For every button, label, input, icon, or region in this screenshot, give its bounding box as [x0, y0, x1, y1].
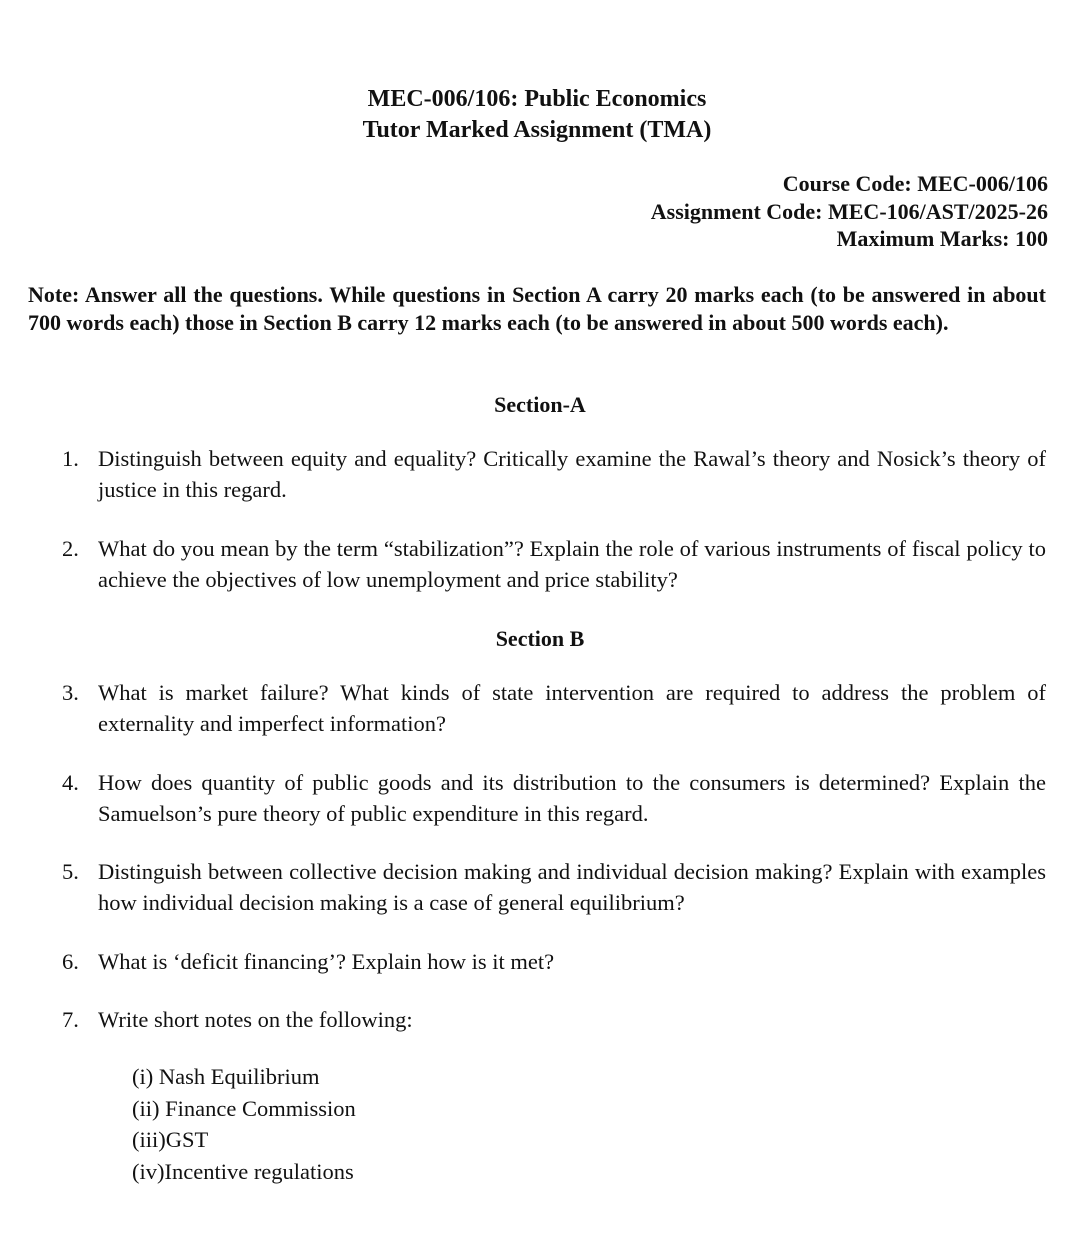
question-text: What is ‘deficit financing’? Explain how is it met? [98, 949, 555, 974]
question-text: How does quantity of public goods and its distribution to the consumers is determined? Explain the Samuelson’s pure theory of public expenditure in this regard. [98, 770, 1046, 826]
section-a-heading: Section-A [494, 392, 586, 417]
course-code: Course Code: MEC-006/106 [782, 171, 1048, 196]
question-item [62, 677, 1046, 739]
question-item [62, 946, 1046, 977]
section-b-heading: Section B [495, 626, 585, 651]
maximum-marks: Maximum Marks: 100 [836, 226, 1048, 251]
short-note-item: (iv)Incentive regulations [132, 1158, 354, 1184]
question-item [62, 767, 1046, 829]
question-text: Distinguish between collective decision making and individual decision making? Explain with examples how individual decision making is a case of general equilibrium? [98, 859, 1046, 915]
question-item [62, 443, 1046, 505]
short-note-item: (i) Nash Equilibrium [132, 1064, 320, 1089]
question-text: What is market failure? What kinds of state intervention are required to address the problem of externality and imperfect information? [98, 680, 1046, 736]
question-text: Write short notes on the following: [98, 1007, 413, 1032]
question-number: 4. [62, 770, 79, 795]
codes-block [651, 170, 1048, 253]
question-number: 3. [62, 680, 79, 705]
short-note-item: (iii)GST [132, 1127, 209, 1152]
document-title: MEC-006/106: Public Economics [367, 86, 707, 112]
question-text: What do you mean by the term “stabilization”? Explain the role of various instruments of fiscal policy to achieve the objectives of low unemployment and price stability? [98, 536, 1046, 592]
title-block [0, 84, 1080, 146]
document-subtitle: Tutor Marked Assignment (TMA) [362, 117, 712, 143]
question-text: Distinguish between equity and equality? Critically examine the Rawal’s theory and Nosick’s theory of justice in this regard. [98, 446, 1046, 502]
question-item [62, 533, 1046, 595]
question-item [62, 856, 1046, 918]
short-note-item: (ii) Finance Commission [132, 1095, 356, 1121]
instructions-note: Note: Answer all the questions. While questions in Section A carry 20 marks each (to be answered in about 700 words each) those in Section B carry 12 marks each (to be answered in about 500 words each). [28, 282, 1046, 335]
question-number: 5. [62, 859, 79, 884]
question-number: 1. [62, 446, 79, 471]
question-number: 6. [62, 949, 79, 974]
question-number: 2. [62, 536, 79, 561]
assignment-code: Assignment Code: MEC-106/AST/2025-26 [650, 198, 1048, 224]
question-item [62, 1004, 1046, 1035]
short-notes-list [132, 1061, 356, 1187]
question-number: 7. [62, 1007, 79, 1032]
